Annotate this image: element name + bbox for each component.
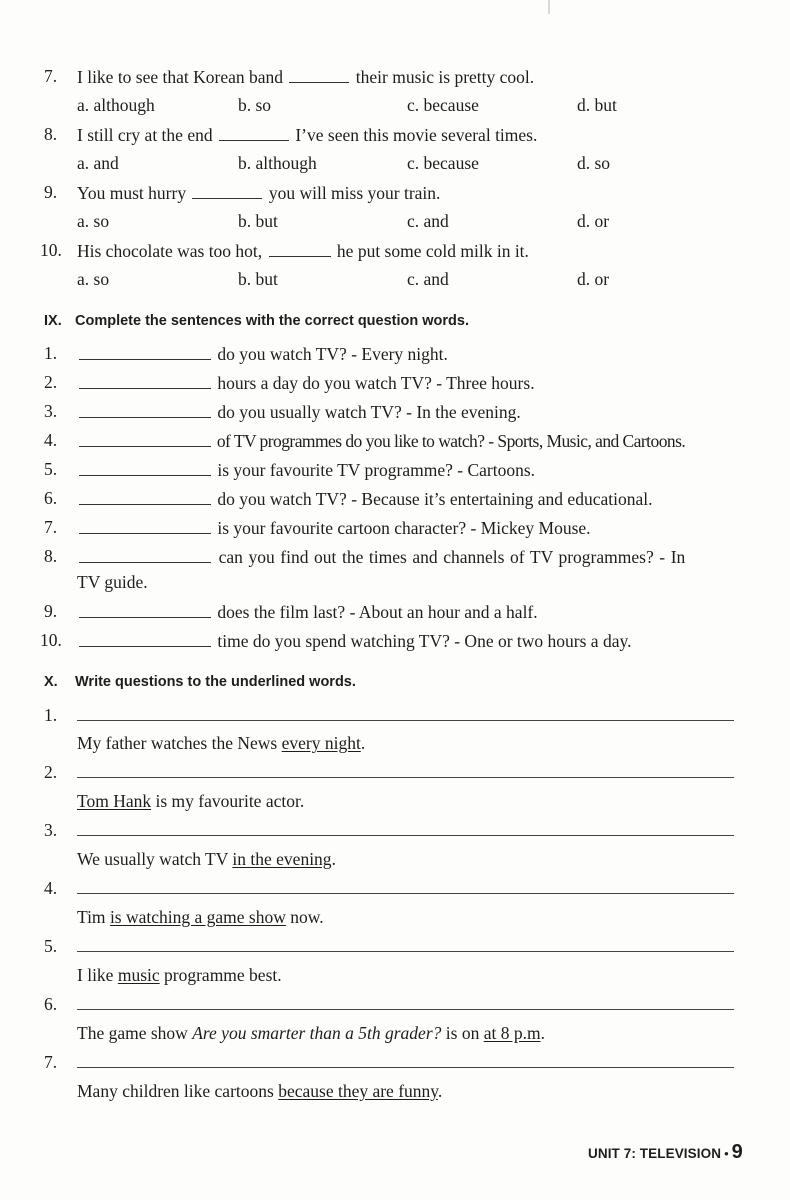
sentence-text: The game show xyxy=(77,1023,193,1043)
answer-blank[interactable] xyxy=(79,519,211,534)
item-number: 4. xyxy=(44,430,58,450)
option-a[interactable]: a. so xyxy=(77,269,110,289)
item-number: 7. xyxy=(44,1052,58,1072)
item-number: 6. xyxy=(44,488,58,508)
sentence-text: . xyxy=(437,1081,443,1101)
question-text xyxy=(77,126,537,145)
answer-line[interactable] xyxy=(77,1009,734,1010)
answer-line[interactable] xyxy=(77,835,734,836)
item-number: 3. xyxy=(44,401,58,421)
option-c[interactable]: c. and xyxy=(407,211,449,231)
item-number: 5. xyxy=(44,936,58,956)
underlined-words: Tom Hank xyxy=(77,791,152,811)
sentence-text: . xyxy=(331,849,336,869)
unit-label: UNIT 7: TELEVISION xyxy=(588,1146,722,1161)
answer-line[interactable] xyxy=(77,777,734,778)
scan-mark xyxy=(548,0,550,14)
question-text xyxy=(77,242,529,261)
option-d[interactable]: d. or xyxy=(577,211,610,231)
item-number: 2. xyxy=(44,372,58,392)
item-number: 10. xyxy=(40,630,62,650)
sentence-text: now. xyxy=(285,907,324,927)
question-number: 10. xyxy=(40,240,62,260)
item-text: of TV programmes do you like to watch? - Sports, Music, and Cartoons. xyxy=(216,431,686,451)
question-text-before: I still cry at the end xyxy=(77,125,213,145)
underlined-words: in the evening xyxy=(232,849,332,869)
question-text-after: you will miss your train. xyxy=(268,183,441,203)
question-text-before: I like to see that Korean band xyxy=(77,67,284,87)
underlined-words: at 8 p.m xyxy=(483,1023,541,1043)
question-text xyxy=(77,68,534,87)
answer-blank[interactable] xyxy=(79,345,211,360)
answer-blank[interactable] xyxy=(219,126,289,141)
underlined-words: because they are funny xyxy=(278,1081,438,1101)
underlined-words: music xyxy=(117,965,160,985)
answer-blank[interactable] xyxy=(192,184,262,199)
item-text: do you usually watch TV? - In the evening. xyxy=(217,402,521,422)
page-number: 9 xyxy=(731,1141,743,1163)
answer-blank[interactable] xyxy=(79,490,211,505)
item-number: 3. xyxy=(44,820,58,840)
item-text: is your favourite cartoon character? - Mickey Mouse. xyxy=(217,518,591,538)
question-item xyxy=(77,345,448,364)
sentence-text: is my favourite actor. xyxy=(151,791,305,811)
question-text-after: their music is pretty cool. xyxy=(355,67,535,87)
sentence-text: Many children like cartoons xyxy=(77,1081,279,1101)
answer-blank[interactable] xyxy=(79,603,211,618)
option-b[interactable]: b. but xyxy=(238,269,278,289)
item-number: 7. xyxy=(44,517,58,537)
prompt-sentence xyxy=(77,909,324,927)
item-text: can you find out the times and channels of TV programmes? - In xyxy=(218,547,686,567)
section-heading xyxy=(44,675,356,690)
answer-blank[interactable] xyxy=(79,632,211,647)
question-text-before: His chocolate was too hot, xyxy=(77,241,263,261)
question-item xyxy=(77,403,521,422)
question-text-after: he put some cold milk in it. xyxy=(336,241,529,261)
underlined-words: every night xyxy=(281,733,361,753)
answer-blank[interactable] xyxy=(289,68,349,83)
question-number: 8. xyxy=(44,124,58,144)
answer-line[interactable] xyxy=(77,893,734,894)
question-item xyxy=(77,461,535,480)
option-b[interactable]: b. so xyxy=(238,95,272,115)
bullet-separator: • xyxy=(724,1146,729,1161)
item-number: 2. xyxy=(44,762,58,782)
item-text: does the film last? - About an hour and a half. xyxy=(217,602,538,622)
question-number: 7. xyxy=(44,66,58,86)
item-text: is your favourite TV programme? - Cartoons. xyxy=(217,460,536,480)
item-text: time do you spend watching TV? - One or two hours a day. xyxy=(217,631,632,651)
prompt-sentence xyxy=(77,793,304,811)
prompt-sentence xyxy=(77,1083,442,1101)
option-b[interactable]: b. although xyxy=(238,153,317,173)
section-number: IX. xyxy=(44,313,62,329)
question-text-before: You must hurry xyxy=(77,183,187,203)
option-c[interactable]: c. and xyxy=(407,269,449,289)
item-number: 8. xyxy=(44,546,58,566)
answer-line[interactable] xyxy=(77,1067,734,1068)
question-item xyxy=(77,632,631,651)
section-title: Write questions to the underlined words. xyxy=(75,674,356,690)
question-item xyxy=(77,374,535,393)
option-c[interactable]: c. because xyxy=(407,95,479,115)
question-item xyxy=(77,603,538,622)
sentence-text: We usually watch TV xyxy=(77,849,233,869)
question-number: 9. xyxy=(44,182,58,202)
item-number: 5. xyxy=(44,459,58,479)
item-number: 9. xyxy=(44,601,58,621)
answer-blank[interactable] xyxy=(79,548,211,563)
section-title: Complete the sentences with the correct question words. xyxy=(75,313,469,329)
sentence-text: . xyxy=(360,733,366,753)
item-number: 1. xyxy=(44,705,58,725)
sentence-text: My father watches the News xyxy=(77,733,282,753)
sentence-text: . xyxy=(540,1023,545,1043)
answer-blank[interactable] xyxy=(79,403,211,418)
answer-blank[interactable] xyxy=(79,461,211,476)
option-d[interactable]: d. but xyxy=(577,95,617,115)
sentence-text: programme best. xyxy=(159,965,282,985)
question-item xyxy=(77,490,652,509)
option-d[interactable]: d. or xyxy=(577,269,610,289)
question-item xyxy=(77,548,685,567)
underlined-words: is watching a game show xyxy=(109,907,286,927)
item-number: 6. xyxy=(44,994,58,1014)
answer-line[interactable] xyxy=(77,951,734,952)
sentence-text: I like xyxy=(77,965,118,985)
prompt-sentence xyxy=(77,1025,545,1043)
question-text-after: I’ve seen this movie several times. xyxy=(295,125,538,145)
answer-blank[interactable] xyxy=(79,432,211,447)
section-heading xyxy=(44,314,469,329)
answer-line[interactable] xyxy=(77,720,734,721)
prompt-sentence xyxy=(77,735,365,753)
item-text-continued: TV guide. xyxy=(77,572,148,592)
prompt-sentence xyxy=(77,967,282,985)
option-a[interactable]: a. so xyxy=(77,211,110,231)
option-a[interactable]: a. although xyxy=(77,95,155,115)
item-text: do you watch TV? - Every night. xyxy=(217,344,448,364)
option-d[interactable]: d. so xyxy=(577,153,611,173)
answer-blank[interactable] xyxy=(79,374,211,389)
answer-blank[interactable] xyxy=(269,242,331,257)
sentence-text: Tim xyxy=(77,907,110,927)
sentence-text: is on xyxy=(441,1023,484,1043)
prompt-sentence xyxy=(77,851,336,869)
item-text: hours a day do you watch TV? - Three hours. xyxy=(217,373,535,393)
option-b[interactable]: b. but xyxy=(238,211,278,231)
question-item xyxy=(77,432,685,451)
page-footer xyxy=(588,1142,743,1162)
question-item xyxy=(77,519,591,538)
option-a[interactable]: a. and xyxy=(77,153,119,173)
section-number: X. xyxy=(44,674,58,690)
show-title: Are you smarter than a 5th grader? xyxy=(192,1023,442,1043)
item-number: 4. xyxy=(44,878,58,898)
item-text: do you watch TV? - Because it’s entertaining and educational. xyxy=(217,489,653,509)
option-c[interactable]: c. because xyxy=(407,153,479,173)
question-text xyxy=(77,184,440,203)
item-number: 1. xyxy=(44,343,58,363)
